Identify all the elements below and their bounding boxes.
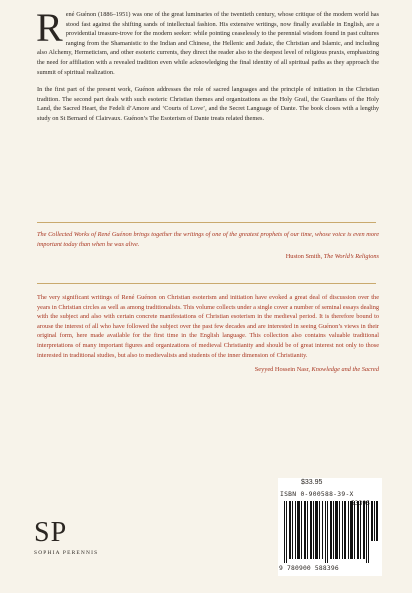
- endorsement-block-1: [37, 230, 379, 262]
- divider-rule-1: [37, 222, 376, 223]
- divider-rule-2: [37, 283, 376, 284]
- cover-text-block: [36, 5, 379, 124]
- drop-cap: R: [36, 5, 63, 50]
- isbn-label: ISBN 0-900588-39-X: [280, 491, 354, 498]
- publisher-mark: SP: [34, 517, 68, 548]
- barcode-icon: [284, 501, 378, 563]
- intro-paragraph: [36, 5, 379, 77]
- endorsement-quote-1: The Collected Works of René Guénon brings together the writings of one of the greatest prophets of our time, whose voice is even more important today than when he was alive.: [37, 231, 379, 248]
- publisher-logo: [34, 518, 98, 556]
- endorsement-block-2: [37, 293, 379, 375]
- price-label: $33.95: [301, 479, 323, 486]
- endorsement-attribution-2: Seyyed Hossein Nasr, Knowledge and the Sacred: [254, 366, 379, 374]
- intro-text: ené Guénon (1886–1951) was one of the great luminaries of the twentieth century, whose critique of the modern world has stood fast against the shifting sands of intellectual fashion. His extensive writings, now finally available in English, are a providential treasure-trove for the modern seeker: while pointing ceaselessly to the perennial wisdom found in past cultures ranging from the Shamanistic to the Indian and Chinese, the Hellenic and Judaic, the Christian and Islamic, and including also Alchemy, Hermeticism, and other esoteric currents, they direct the reader also to the deepest level of religious praxis, emphasizing the need for affiliation with a revealed tradition even while acknowledging the final identity of all spiritual paths as they approach the summit of spiritual realization.: [37, 11, 379, 76]
- summary-paragraph: In the first part of the present work, Guénon addresses the role of sacred languages and the principle of initiation in the Christian tradition. The second part deals with such esoteric Christian themes and organizations as the Holy Grail, the Guardians of the Holy Land, the Sacred Heart, the Fedeli d’Amore and ‘Courts of Love’, and the Secret Language of Dante. The book closes with a lengthy study on St Bernard of Clairvaux. Guénon’s The Esoterism of Dante treats related themes.: [37, 86, 379, 122]
- barcode-number: 9 780900 588396: [279, 565, 339, 572]
- endorsement-attribution-1: Huston Smith, The World’s Religions: [285, 253, 379, 261]
- publisher-name: SOPHIA PERENNIS: [34, 550, 99, 556]
- endorsement-quote-2: The very significant writings of René Guénon on Christian esoterism and initiation have evoked a great deal of discussion over the years in Christian circles as well as among traditionalists. This volume collects under a single cover a number of seminal essays dealing with the subject and also with certain concrete manifestations of Christian esoterism in the medieval period. It is therefore bound to arouse the interest of all who have followed the subject over the past few decades and are interested in seeing Guénon’s views in their original form, here made available for the first time in the English language. This collection also contains valuable traditional interpretations of many important figures and organizations of medieval Christianity and should be of great interest not only to those interested in traditional studies, but also to medievalists and students of the inner dimension of Christianity.: [37, 294, 379, 359]
